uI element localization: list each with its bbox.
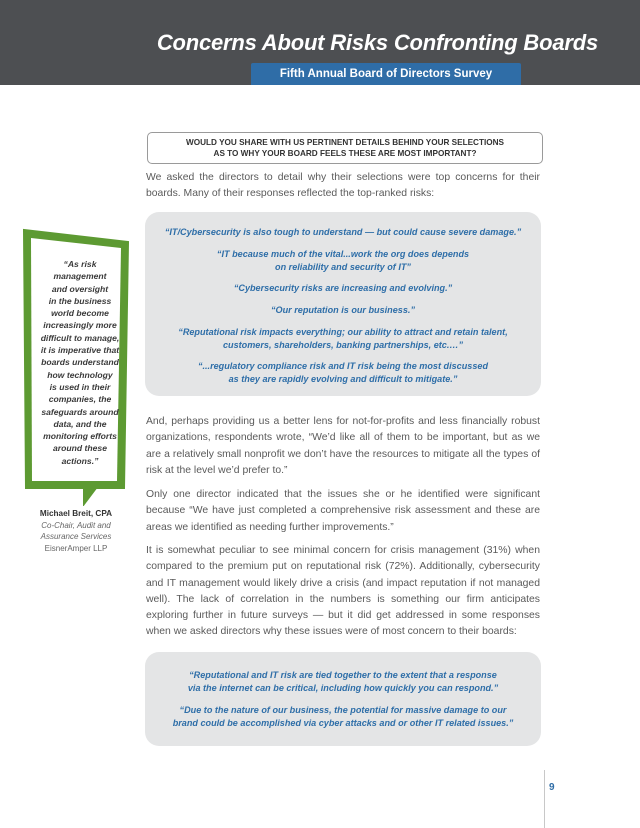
- paragraph-nonprofit: And, perhaps providing us a better lens for not-for-profits and less financially robust organizations, respondents wrote, “We’d like all of them to be important, but as we are a relatively small nonprofit we don’t have the resources to mitigate all the types of risk at the level we’d prefer to.”: [146, 416, 540, 476]
- quote-item: “IT because much of the vital...work the org does depends on reliability and security of IT”: [216, 249, 470, 272]
- quote-item: “IT/Cybersecurity is also tough to understand — but could cause severe damage.”: [164, 227, 522, 237]
- quote-panel-top: [145, 212, 541, 396]
- paragraph-crisis: It is somewhat peculiar to see minimal concern for crisis management (31%) when compared to the premium put on reputational risk (72%). Additionally, cybersecurity and IT management would likely drive a crisis (and impact reputation if not managed well). The lack of correlation in the numbers is something our firm anticipates exploring further in future surveys — but it did get addressed in some responses when we asked directors why these issues were of most concern to their boards:: [146, 545, 540, 638]
- quote-panel-bottom: [145, 652, 541, 746]
- page-number-rule: [544, 770, 545, 828]
- question-box: [147, 132, 543, 164]
- attribution-role-line1: Co-Chair, Audit and: [41, 520, 111, 530]
- quote-item: “Our reputation is our business.”: [270, 305, 415, 315]
- quote-item: “Reputational and IT risk are tied together to the extent that a response via the internet can be critical, including how quickly you can respond.”: [187, 670, 499, 693]
- paragraph-intro: We asked the directors to detail why their selections were top concerns for their boards. Many of their responses reflected the top-ranked risks:: [146, 172, 540, 200]
- quote-item: “Due to the nature of our business, the potential for massive damage to our brand could be accomplished via cyber attacks and or other IT related issues.”: [172, 705, 514, 728]
- sidebar-pull-quote: [22, 228, 130, 506]
- quote-attribution: [22, 508, 130, 554]
- page-number: 9: [549, 782, 555, 793]
- survey-subtitle-tab: Fifth Annual Board of Directors Survey: [251, 63, 521, 85]
- quote-item: “Cybersecurity risks are increasing and evolving.”: [233, 283, 453, 293]
- question-text: WOULD YOU SHARE WITH US PERTINENT DETAILS BEHIND YOUR SELECTIONS AS TO WHY YOUR BOARD FEELS THESE ARE MOST IMPORTANT?: [186, 138, 504, 158]
- attribution-firm: EisnerAmper LLP: [44, 543, 108, 553]
- quote-item: “...regulatory compliance risk and IT risk being the most discussed as they are rapidly evolving and difficult to mitigate.”: [197, 361, 489, 384]
- attribution-role-line2: Assurance Services: [40, 532, 112, 541]
- sidebar-quote-text: “As risk management and oversight in the business world become increasingly more difficult to manage, it is imperative that boards understand how technology is used in their companies, the safeguards around data, and the monitoring efforts around these actions.”: [40, 259, 120, 466]
- quote-item: “Reputational risk impacts everything; our ability to attract and retain talent, customers, shareholders, banking partnerships, etc.…”: [178, 327, 508, 350]
- attribution-name: Michael Breit, CPA: [39, 509, 113, 518]
- page-title: Concerns About Risks Confronting Boards: [156, 30, 598, 55]
- paragraph-assessment: Only one director indicated that the issues she or he identified were significant because “We have just completed a comprehensive risk assessment and these are areas we identified as needing further improvements.”: [146, 489, 540, 533]
